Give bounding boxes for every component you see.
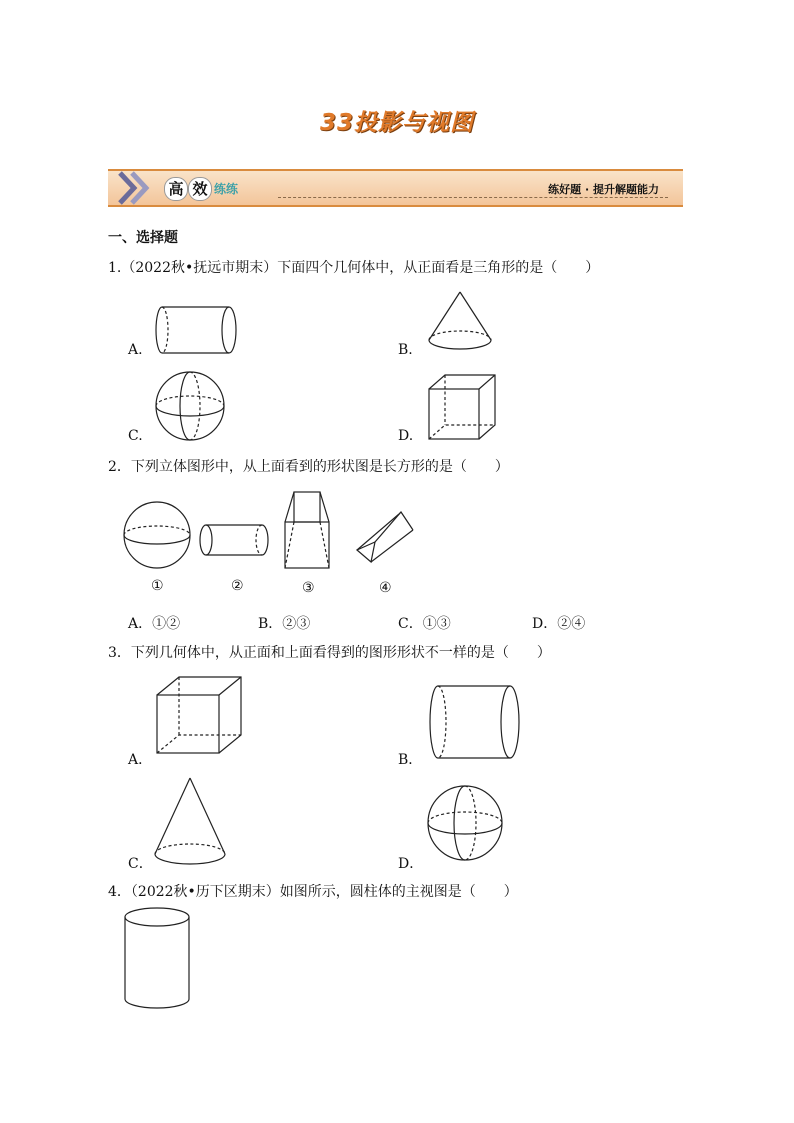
q2-option-c[interactable]: C．①③ xyxy=(398,616,451,632)
q2-option-b[interactable]: B．②③ xyxy=(258,616,311,632)
q2-frustum-figure xyxy=(283,490,333,572)
q2-triangular-prism-figure xyxy=(355,510,419,566)
question-1-stem: 1.（2022秋•抚远市期末）下面四个几何体中，从正面看是三角形的是（ ） xyxy=(108,260,600,276)
q2-figure-label-2: ② xyxy=(231,578,244,594)
q3-sphere-figure xyxy=(426,781,504,865)
q2-figure-label-4: ④ xyxy=(379,580,392,596)
page-title: 33投影与视图 xyxy=(319,110,474,136)
q1-option-c-label[interactable]: C. xyxy=(128,428,143,444)
q3-cube-figure xyxy=(155,675,245,757)
q3-option-c-label[interactable]: C． xyxy=(128,856,153,872)
question-2-stem: 2．下列立体图形中，从上面看到的形状图是长方形的是（ ） xyxy=(108,459,509,475)
question-3-stem: 3．下列几何体中，从正面和上面看得到的图形形状不一样的是（ ） xyxy=(108,645,551,661)
q3-cone-figure xyxy=(152,776,228,868)
q2-option-d[interactable]: D．②④ xyxy=(532,616,586,632)
q3-option-a-label[interactable]: A． xyxy=(128,752,153,768)
chevron-decoration-icon xyxy=(116,171,156,205)
q1-option-b-label[interactable]: B. xyxy=(398,342,413,358)
q2-cylinder-figure xyxy=(198,523,272,557)
q1-option-a-label[interactable]: A. xyxy=(128,342,143,358)
banner-divider-line xyxy=(278,197,668,198)
q3-cylinder-figure xyxy=(428,684,522,760)
q1-cube-figure xyxy=(427,373,499,443)
section-heading: 一、选择题 xyxy=(108,230,178,246)
q1-option-d-label[interactable]: D. xyxy=(398,428,414,444)
q3-option-d-label[interactable]: D． xyxy=(398,856,424,872)
banner-badge-2: 效 xyxy=(188,177,212,201)
banner-right-label: 练好题 · 提升解题能力 xyxy=(548,183,659,196)
q2-option-a[interactable]: A．①② xyxy=(128,616,181,632)
section-banner xyxy=(108,169,683,207)
q2-figure-label-1: ① xyxy=(151,578,164,594)
q1-cone-figure xyxy=(425,290,495,356)
q3-option-b-label[interactable]: B． xyxy=(398,752,423,768)
banner-badge-1: 高 xyxy=(164,177,188,201)
q2-figure-label-3: ③ xyxy=(302,580,315,596)
q1-sphere-figure xyxy=(153,370,227,442)
q1-cylinder-horizontal-figure xyxy=(155,305,240,355)
banner-subtitle: 练练 xyxy=(214,182,239,196)
question-4-stem: 4．（2022秋•历下区期末）如图所示，圆柱体的主视图是（ ） xyxy=(108,884,518,900)
q2-sphere-figure xyxy=(122,500,192,570)
q4-upright-cylinder-figure xyxy=(122,906,192,1012)
